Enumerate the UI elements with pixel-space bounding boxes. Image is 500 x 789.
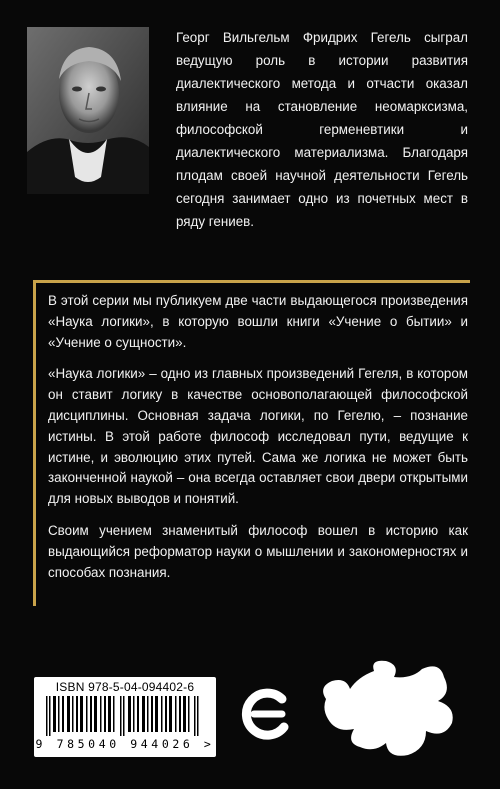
- author-portrait: [27, 27, 149, 194]
- description-paragraph: Своим учением знаменитый философ вошел в историю как выдающийся реформатор науки о мышлении и закономерностях и способах познания.: [48, 522, 468, 580]
- barcode-bars: [42, 696, 208, 736]
- puzzle-piece-icon: [316, 657, 462, 761]
- publisher-logo-icon: [238, 685, 296, 743]
- description-paragraph: «Наука логики» – одно из главных произведений Гегеля, в котором он ставит логику в качестве основополагающей философской дисциплины. Основная задача логики, по Гегелю, – познание истины. В этой работе философ исследовал пути, ведущие к истине, и эволюцию этих путей. Сама же логика не может быть законченной наукой – она всегда оставляет свои двери открытыми для новых выводов и понятий.: [48, 366, 468, 507]
- barcode-digits: 9 785040 944026 >: [35, 737, 215, 751]
- barcode-panel: [34, 677, 216, 757]
- author-bio: Георг Вильгельм Фридрих Гегель сыграл ведущую роль в истории развития диалектического метода и отчасти оказал влияние на становление неомарксизма, философской герменевтики и диалектического материализма. Благодаря плодам своей научной деятельности Гегель сегодня занимает одно из почетных мест в ряду гениев.: [176, 30, 468, 229]
- portrait-image: [27, 27, 149, 194]
- description-paragraph: В этой серии мы публикуем две части выдающегося произведения «Наука логики», в которую вошли книги «Учение о бытии» и «Учение о сущности».: [48, 293, 468, 350]
- description-block: [48, 291, 468, 594]
- isbn-text: ISBN 978-5-04-094402-6: [55, 680, 195, 694]
